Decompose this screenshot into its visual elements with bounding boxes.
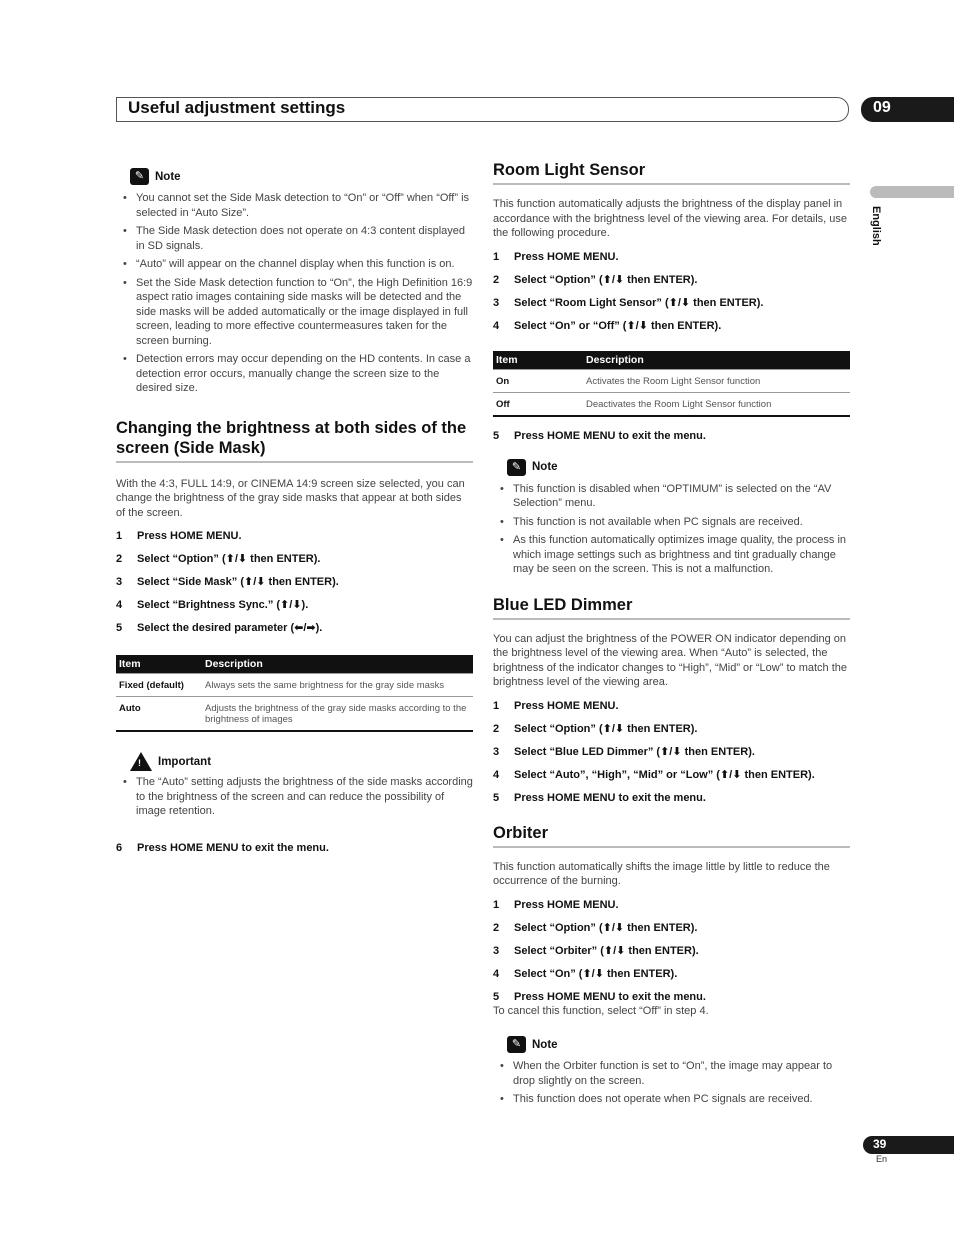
table-cell-item: Fixed (default) bbox=[116, 674, 202, 697]
note-item: • This function is disabled when “OPTIMUM” is selected on the “AV Selection” menu. bbox=[513, 482, 850, 511]
step-item: 5 Press HOME MENU to exit the menu. bbox=[493, 990, 706, 1003]
section-heading-orbiter: Orbiter bbox=[493, 823, 850, 848]
step-item: 3 Select “Side Mask” (⬆/⬇ then ENTER). bbox=[116, 576, 339, 588]
chapter-number: 09 bbox=[873, 99, 891, 116]
step-item: 1 Press HOME MENU. bbox=[493, 898, 619, 911]
page-number: 39 bbox=[873, 1137, 887, 1151]
note-item: • You cannot set the Side Mask detection to “On” or “Off” when “Off” is selected in “Auto Size”. bbox=[136, 191, 473, 220]
section-intro: This function automatically shifts the image little by little to reduce the occurrence of the burning. bbox=[493, 860, 830, 887]
step-item: 5 Press HOME MENU to exit the menu. bbox=[493, 429, 706, 442]
step-list bbox=[116, 529, 473, 635]
table-row bbox=[116, 697, 473, 732]
side-mask-table bbox=[116, 655, 473, 732]
left-column bbox=[116, 166, 473, 864]
step-item: 4 Select “Brightness Sync.” (⬆/⬇). bbox=[116, 599, 309, 611]
note-item: • “Auto” will appear on the channel display when this function is on. bbox=[136, 257, 473, 272]
step-list bbox=[116, 841, 473, 855]
step-item: 3 Select “Orbiter” (⬆/⬇ then ENTER). bbox=[493, 944, 699, 957]
chapter-tab bbox=[861, 97, 954, 122]
note-item: • Set the Side Mask detection function to “On”, the High Definition 16:9 aspect ratio images containing side masks will be detected and the side masks will be added automatically or the image displayed in full screen, leading to more effective countermeasures taken for the screen burning. bbox=[136, 276, 473, 349]
language-tab bbox=[870, 186, 954, 198]
note-item: • The Side Mask detection does not operate on 4:3 content displayed in SD signals. bbox=[136, 224, 473, 253]
step-item: 2 Select “Option” (⬆/⬇ then ENTER). bbox=[116, 553, 321, 565]
step-item: 4 Select “On” or “Off” (⬆/⬇ then ENTER). bbox=[493, 319, 722, 332]
section-intro: With the 4:3, FULL 14:9, or CINEMA 14:9 screen size selected, you can change the brightness of the gray side masks that appear at both sides of the screen. bbox=[116, 477, 465, 519]
table-cell-description: Adjusts the brightness of the gray side masks according to the brightness of images bbox=[202, 697, 473, 732]
table-cell-description: Activates the Room Light Sensor function bbox=[583, 369, 850, 392]
note-heading bbox=[507, 1036, 850, 1053]
table-cell-item: On bbox=[493, 369, 583, 392]
note-heading bbox=[507, 459, 850, 476]
note-label: Note bbox=[532, 461, 558, 473]
step-item: 2 Select “Option” (⬆/⬇ then ENTER). bbox=[493, 722, 698, 735]
step-item: 2 Select “Option” (⬆/⬇ then ENTER). bbox=[493, 273, 698, 286]
note-list bbox=[493, 1059, 850, 1107]
table-cell-item: Auto bbox=[116, 697, 202, 732]
note-label: Note bbox=[155, 170, 181, 183]
table-row bbox=[493, 392, 850, 416]
step-item: 1 Press HOME MENU. bbox=[493, 250, 619, 263]
warning-icon: ! bbox=[130, 752, 152, 771]
table-header-cell: Item bbox=[116, 655, 202, 674]
note-item: • When the Orbiter function is set to “On”, the image may appear to drop slightly on the screen. bbox=[513, 1059, 850, 1088]
step-item: 5 Select the desired parameter (⬅/➡). bbox=[116, 622, 323, 634]
table-row bbox=[493, 369, 850, 392]
step-item: 2 Select “Option” (⬆/⬇ then ENTER). bbox=[493, 921, 698, 934]
important-heading bbox=[130, 752, 473, 771]
note-item: • This function does not operate when PC signals are received. bbox=[513, 1092, 850, 1107]
language-code: En bbox=[876, 1154, 888, 1164]
table-cell-description: Always sets the same brightness for the gray side masks bbox=[202, 674, 473, 697]
note-pencil-icon: ✎ bbox=[130, 168, 149, 185]
step-item: 5 Press HOME MENU to exit the menu. bbox=[493, 791, 706, 804]
step-list bbox=[493, 429, 850, 443]
table-row bbox=[116, 674, 473, 697]
note-pencil-icon: ✎ bbox=[507, 1036, 526, 1053]
note-item: • This function is not available when PC signals are received. bbox=[513, 515, 850, 530]
important-label: Important bbox=[158, 755, 212, 768]
cancel-instruction: To cancel this function, select “Off” in step 4. bbox=[493, 1004, 709, 1017]
language-label: English bbox=[870, 206, 882, 246]
room-light-table bbox=[493, 351, 850, 417]
section-heading-blue-led: Blue LED Dimmer bbox=[493, 595, 850, 620]
step-item: 3 Select “Room Light Sensor” (⬆/⬇ then ENTER). bbox=[493, 296, 764, 309]
page-title: Useful adjustment settings bbox=[128, 98, 346, 117]
table-header-cell: Item bbox=[493, 351, 583, 370]
page-number-tab bbox=[863, 1136, 954, 1154]
important-item: • The “Auto” setting adjusts the brightness of the side masks according to the brightness of the screen and can reduce the possibility of image retention. bbox=[136, 775, 473, 819]
important-list bbox=[116, 775, 473, 819]
step-item: 1 Press HOME MENU. bbox=[493, 699, 619, 712]
step-item: 3 Select “Blue LED Dimmer” (⬆/⬇ then ENTER). bbox=[493, 745, 755, 758]
table-header-cell: Description bbox=[583, 351, 850, 370]
section-intro: This function automatically adjusts the brightness of the display panel in accordance with the brightness level of the viewing area. For details, use the following procedure. bbox=[493, 198, 848, 239]
step-list bbox=[493, 898, 850, 1004]
note-list bbox=[493, 482, 850, 577]
step-item: 1 Press HOME MENU. bbox=[116, 530, 242, 542]
section-heading-side-mask: Changing the brightness at both sides of the screen (Side Mask) bbox=[116, 418, 473, 463]
step-item: 6 Press HOME MENU to exit the menu. bbox=[116, 841, 329, 854]
table-header-row bbox=[493, 351, 850, 370]
section-intro: You can adjust the brightness of the POWER ON indicator depending on the brightness level of the viewing area. When “Auto” is selected, the brightness of the indicator changes to “High”, “Mid” or “Low” to match the brightness level of the viewing area. bbox=[493, 632, 847, 688]
step-item: 4 Select “Auto”, “High”, “Mid” or “Low” (⬆/⬇ then ENTER). bbox=[493, 768, 815, 781]
table-header-cell: Description bbox=[202, 655, 473, 674]
note-heading bbox=[130, 168, 473, 185]
note-item: • As this function automatically optimizes image quality, the process in which image settings such as brightness and tint gradually change may be seen on the screen. This is not a malfunction. bbox=[513, 533, 850, 577]
table-header-row bbox=[116, 655, 473, 674]
table-cell-description: Deactivates the Room Light Sensor function bbox=[583, 392, 850, 416]
note-pencil-icon: ✎ bbox=[507, 459, 526, 476]
table-cell-item: Off bbox=[493, 392, 583, 416]
note-list bbox=[116, 191, 473, 396]
step-list bbox=[493, 699, 850, 805]
note-item: • Detection errors may occur depending on the HD contents. In case a detection error occurs, manually change the screen size to the desired size. bbox=[136, 352, 473, 396]
section-heading-room-light: Room Light Sensor bbox=[493, 160, 850, 185]
step-item: 4 Select “On” (⬆/⬇ then ENTER). bbox=[493, 967, 678, 980]
note-label: Note bbox=[532, 1038, 558, 1051]
right-column bbox=[493, 160, 850, 1111]
step-list bbox=[493, 250, 850, 333]
